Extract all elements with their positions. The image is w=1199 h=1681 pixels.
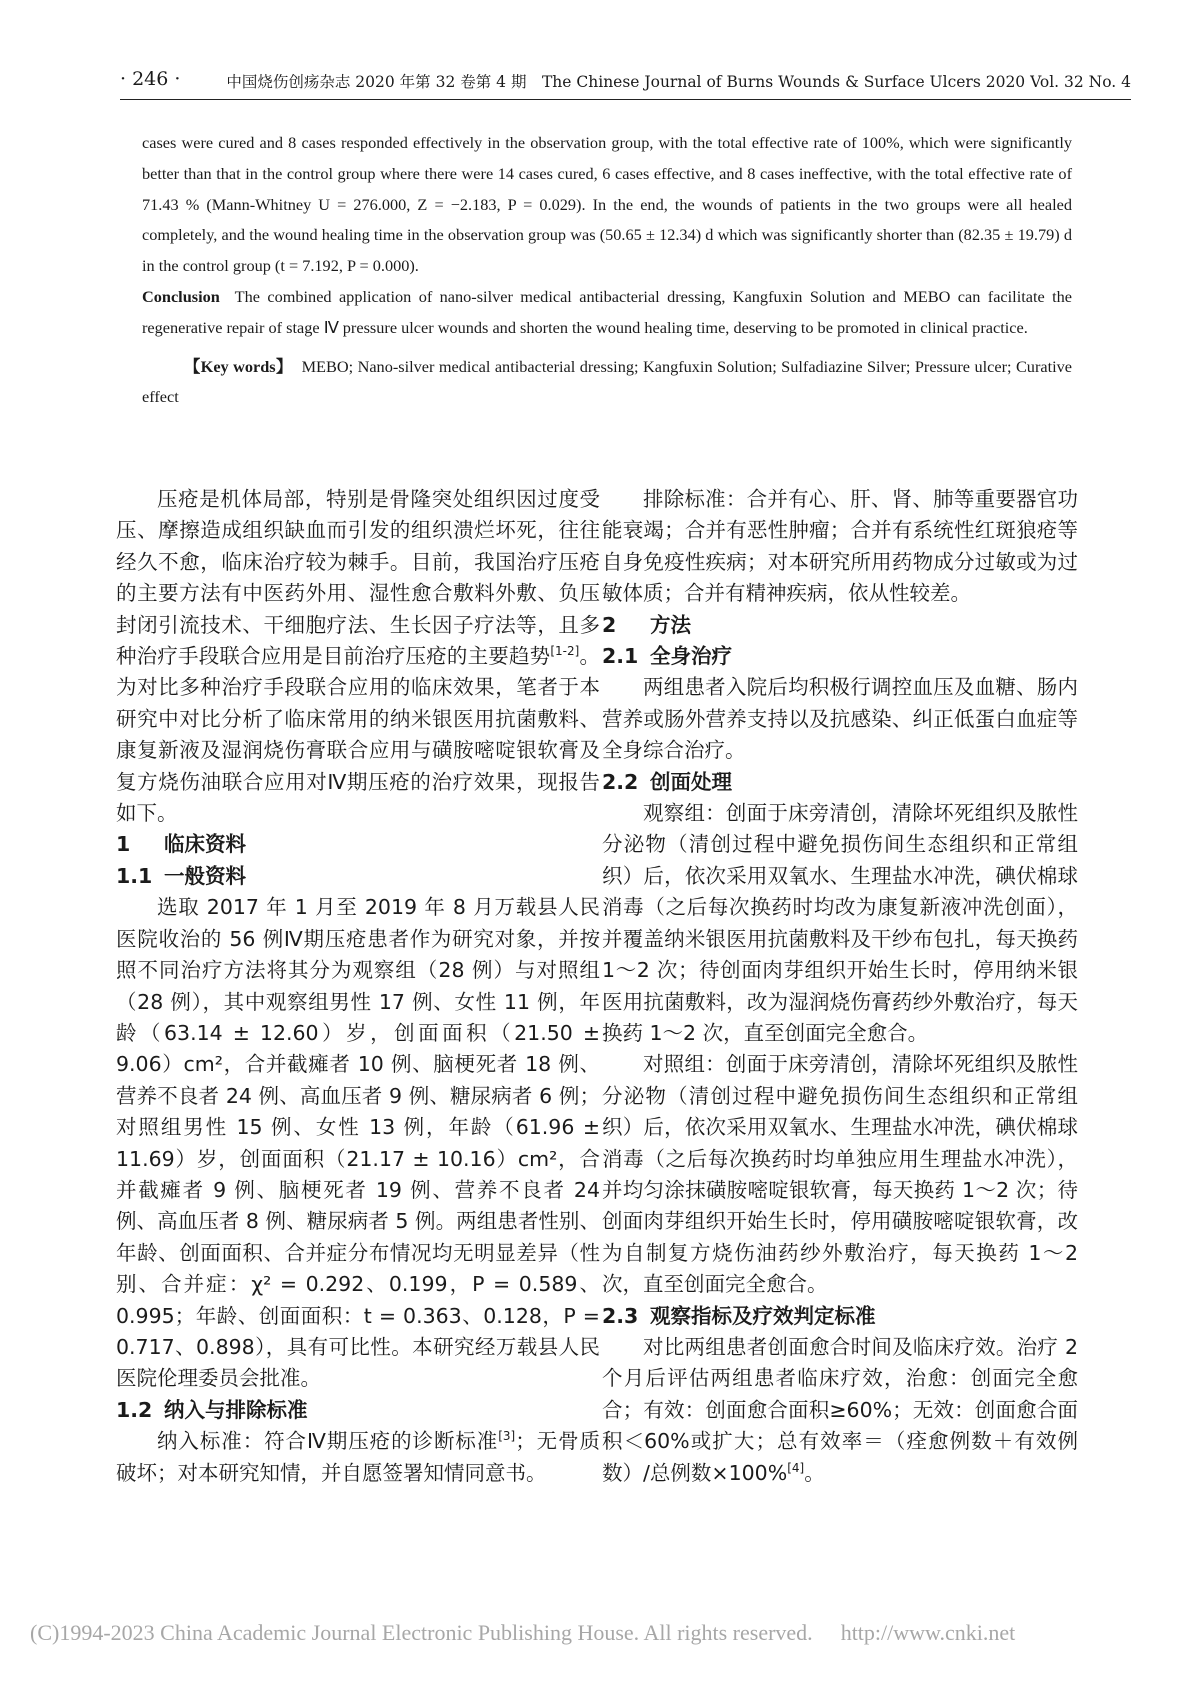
- section-number: 2: [602, 612, 617, 637]
- section-title: 观察指标及疗效判定标准: [650, 1303, 876, 1328]
- section-title: 临床资料: [164, 832, 246, 857]
- criteria-citation: [4]: [787, 1460, 805, 1475]
- inclusion-paragraph: [116, 1426, 600, 1489]
- section-number: 1: [116, 832, 131, 857]
- running-header: [120, 66, 1131, 100]
- section-title: 纳入与排除标准: [164, 1397, 308, 1422]
- intro-paragraph: [116, 484, 600, 829]
- header-rule: [120, 99, 1131, 100]
- section-number: 2.1: [602, 644, 639, 669]
- section-2-1-heading: [602, 641, 1078, 672]
- criteria-tail: 。: [804, 1460, 825, 1485]
- journal-citation: 中国烧伤创疡杂志 2020 年第 32 卷第 4 期 The Chinese Journal of Burns Wounds & Surface Ulcers 2020 Vol. 32 No. 4: [226, 73, 1131, 91]
- exclusion-paragraph: 排除标准：合并有心、肝、肾、肺等重要器官功能衰竭；合并有恶性肿瘤；合并有系统性红斑狼疮等自身免疫性疾病；对本研究所用药物成分过敏或为过敏体质；合并有精神疾病，依从性较差。: [602, 487, 1078, 606]
- keywords-text: MEBO; Nano-silver medical antibacterial dressing; Kangfuxin Solution; Sulfadiazine Silver; Pressure ulcer; Curative effect: [142, 356, 1073, 407]
- english-abstract: [142, 128, 1072, 413]
- section-number: 1.2: [116, 1397, 153, 1422]
- inclusion-text: 纳入标准：符合Ⅳ期压疮的诊断标准: [157, 1429, 499, 1454]
- cnki-link[interactable]: http://www.cnki.net: [840, 1620, 1016, 1645]
- section-title: 创面处理: [650, 769, 732, 794]
- abstract-results-continued: cases were cured and 8 cases responded effectively in the observation group, with the total effective rate of 100%, which were significantly better than that in the control group where there were 14 cases cured, 6 cases effective, and 8 cases ineffective, with the total effective rate of 71.43 % (Mann-Whitney U = 276.000, Z = −2.183, P = 0.029). In the end, the wounds of patients in the two groups were all healed completely, and the wound healing time in the observation group was (50.65 ± 12.34) d which was significantly shorter than (82.35 ± 19.79) d in the control group (t = 7.192, P = 0.000).: [142, 133, 1072, 276]
- section-number: 1.1: [116, 863, 153, 888]
- intro-text: 压疮是机体局部，特别是骨隆突处组织因过度受压、摩擦造成组织缺血而引发的组织溃烂坏死，往往经久不愈，临床治疗较为棘手。目前，我国治疗压疮的主要方法有中医药外用、湿性愈合敷料外敷、负压封闭引流技术、干细胞疗法、生长因子疗法等，且多种治疗手段联合应用是目前治疗压疮的主要趋势: [116, 487, 600, 669]
- right-column: [602, 484, 1078, 1489]
- left-column: [116, 484, 600, 1489]
- section-title: 全身治疗: [650, 644, 732, 669]
- keywords-label: 【Key words】: [184, 356, 293, 376]
- copyright-notice: (C)1994-2023 China Academic Journal Electronic Publishing House. All rights reserved.: [30, 1620, 813, 1645]
- section-1-1-heading: [116, 861, 600, 892]
- inclusion-citation: [3]: [498, 1429, 516, 1444]
- abstract-conclusion: [142, 282, 1072, 344]
- section-2-2-heading: [602, 767, 1078, 798]
- conclusion-label: Conclusion: [142, 286, 220, 306]
- section-title: 一般资料: [164, 863, 246, 888]
- criteria-paragraph: [602, 1332, 1078, 1489]
- cnki-footer: [30, 1620, 1159, 1646]
- observation-group-paragraph: 观察组：创面于床旁清创，清除坏死组织及脓性分泌物（清创过程中避免损伤间生态组织和正常组织）后，依次采用双氧水、生理盐水冲洗，碘伏棉球消毒（之后每次换药时均改为康复新液冲洗创面），并覆盖纳米银医用抗菌敷料及干纱布包扎，每天换药 1～2 次；待创面肉芽组织开始生长时，停用纳米银医用抗菌敷料，改为湿润烧伤膏药纱外敷治疗，每天换药 1～2 次，直至创面完全愈合。: [602, 801, 1078, 1045]
- conclusion-text: The combined application of nano-silver medical antibacterial dressing, Kangfuxin Solution and MEBO can facilitate the regenerative repair of stage Ⅳ pressure ulcer wounds and shorten the wound healing time, deserving to be promoted in clinical practice.: [142, 286, 1073, 337]
- section-1-heading: [116, 829, 600, 860]
- intro-citation: [1-2]: [550, 644, 580, 659]
- section-1-2-heading: [116, 1395, 600, 1426]
- abstract-keywords: [142, 352, 1072, 414]
- control-group-paragraph: 对照组：创面于床旁清创，清除坏死组织及脓性分泌物（清创过程中避免损伤间生态组织和正常组织）后，依次采用双氧水、生理盐水冲洗，碘伏棉球消毒（之后每次换药时均单独应用生理盐水冲洗），并均匀涂抹磺胺嘧啶银软膏，每天换药 1～2 次；待创面肉芽组织开始生长时，停用磺胺嘧啶银软膏，改为自制复方烧伤油药纱外敷治疗，每天换药 1～2 次，直至创面完全愈合。: [602, 1052, 1078, 1297]
- section-title: 方法: [650, 612, 691, 637]
- systemic-treatment-paragraph: 两组患者入院后均积极行调控血压及血糖、肠内营养或肠外营养支持以及抗感染、纠正低蛋白血症等全身综合治疗。: [602, 675, 1078, 763]
- section-number: 2.3: [602, 1303, 639, 1328]
- criteria-text: 对比两组患者创面愈合时间及临床疗效。治疗 2 个月后评估两组患者临床疗效，治愈：创面完全愈合；有效：创面愈合面积≥60%；无效：创面愈合面积＜60%或扩大；总有效率＝（痊愈例数＋有效例数）/总例数×100%: [602, 1334, 1078, 1485]
- intro-tail: 。为对比多种治疗手段联合应用的临床效果，笔者于本研究中对比分析了临床常用的纳米银医用抗菌敷料、康复新液及湿润烧伤膏联合应用与磺胺嘧啶银软膏及复方烧伤油联合应用对Ⅳ期压疮的治疗效果，现报告如下。: [116, 644, 601, 826]
- inclusion-tail: ；无骨质破坏；对本研究知情，并自愿签署知情同意书。: [116, 1429, 601, 1485]
- section-2-3-heading: [602, 1301, 1078, 1332]
- section-number: 2.2: [602, 769, 639, 794]
- section-2-heading: [602, 610, 1078, 641]
- general-data-paragraph: 选取 2017 年 1 月至 2019 年 8 月万载县人民医院收治的 56 例Ⅳ期压疮患者作为研究对象，并按照不同治疗方法将其分为观察组（28 例）与对照组（28 例），其中观察组男性 17 例、女性 11 例，年龄（63.14 ± 12.60）岁，创面面积（21.50 ± 9.06）cm²，合并截瘫者 10 例、脑梗死者 18 例、营养不良者 24 例、高血压者 9 例、糖尿病者 6 例；对照组男性 15 例、女性 13 例，年龄（61.96 ± 11.69）岁，创面面积（21.17 ± 10.16）cm²，合并截瘫者 9 例、脑梗死者 19 例、营养不良者 24 例、高血压者 8 例、糖尿病者 5 例。两组患者性别、年龄、创面面积、合并症分布情况均无明显差异（性别、合并症：χ² = 0.292、0.199，P = 0.589、0.995；年龄、创面面积：t = 0.363、0.128，P = 0.717、0.898），具有可比性。本研究经万载县人民医院伦理委员会批准。: [116, 895, 600, 1391]
- page-number: · 246 ·: [120, 68, 181, 90]
